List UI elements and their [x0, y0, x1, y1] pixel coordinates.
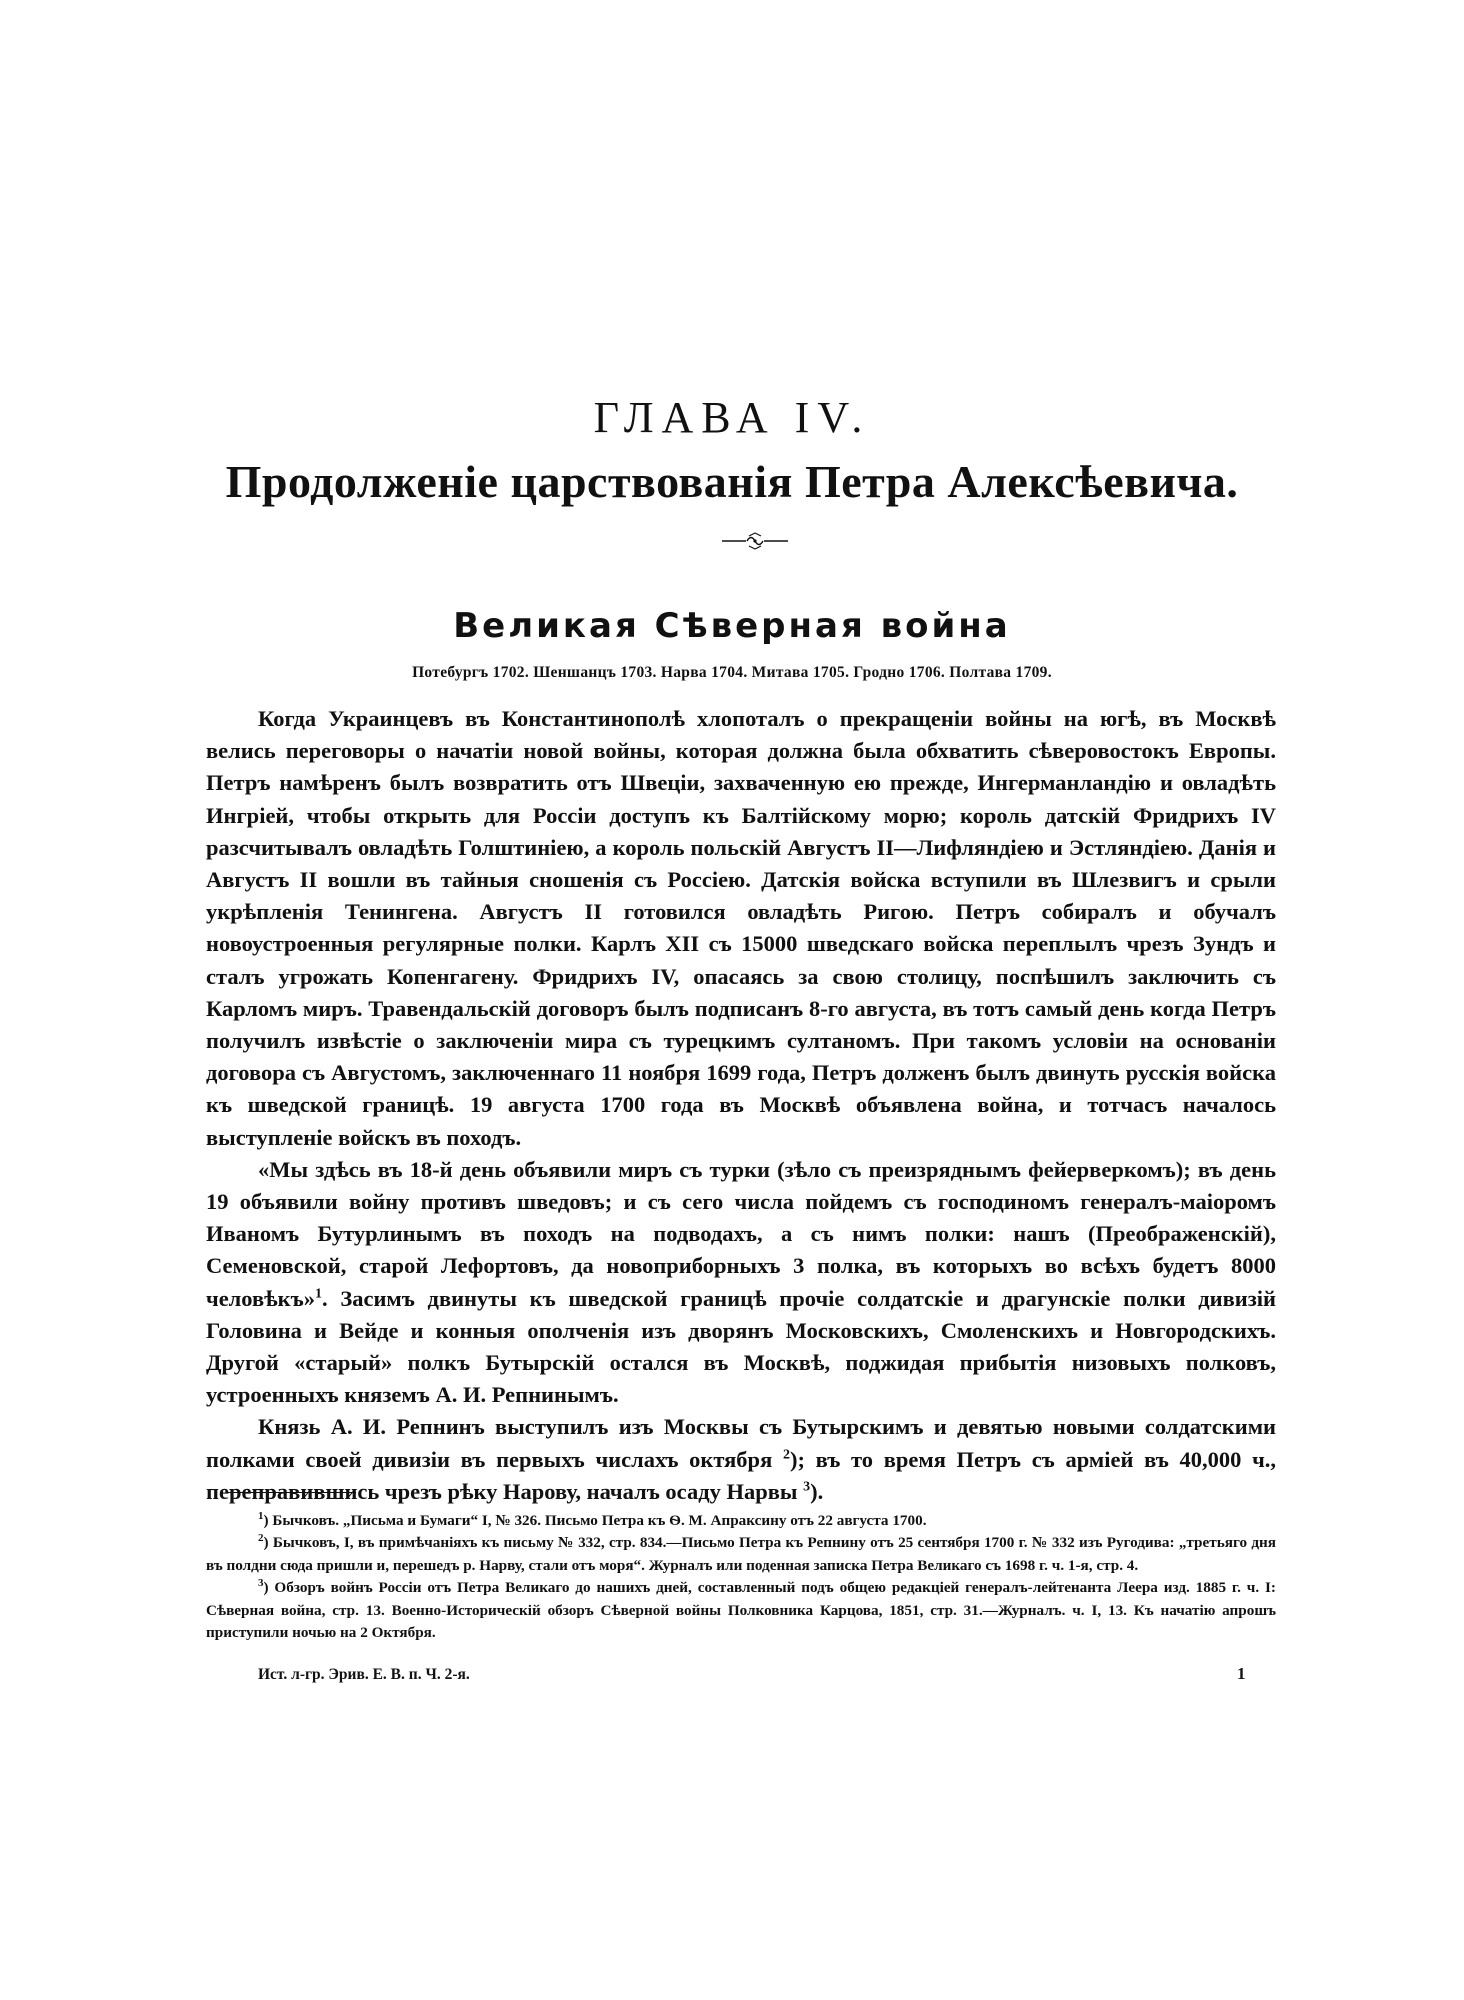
footnote-mark: 1: [258, 1509, 264, 1522]
page-number: 1: [1237, 1664, 1246, 1683]
paragraph-text: Князь А. И. Репнинъ выступилъ изъ Москвы съ Бутырскимъ и девятью новыми солдатскими полками своей дивизіи въ первыхъ числахъ октября: [206, 1414, 1276, 1472]
footnote-ref[interactable]: 2: [782, 1447, 790, 1463]
paragraph: [206, 1411, 1276, 1508]
main-text: [206, 703, 1276, 1508]
footnote: [206, 1532, 1276, 1577]
chapter-title: ГЛАВА IV.: [593, 393, 871, 442]
section-title: Великая Сѣверная война: [453, 606, 1011, 646]
paragraph-text: «Мы здѣсь въ 18-й день объявили миръ съ турки (зѣло съ преизряднымъ фейерверкомъ); въ день 19 объявили войну противъ шведовъ; и съ сего числа пойдемъ съ господиномъ генералъ-маіоромъ Иваномъ Бутурлинымъ въ походъ на подводахъ, а съ нимъ полки: нашъ (Преображенскій), Семеновской, старой Лефортовъ, да новоприборныхъ 3 полка, въ которыхъ во всѣхъ будетъ 8000 человѣкъ»: [206, 1156, 1276, 1311]
section-subheading: Потебургъ 1702. Шеншанцъ 1703. Нарва 1704. Митава 1705. Гродно 1706. Полтава 1709.: [412, 664, 1052, 681]
footnote-ref[interactable]: 3: [803, 1479, 811, 1495]
footnote-ref[interactable]: 1: [314, 1286, 322, 1302]
footnote-text: ) Обзоръ войнъ Россіи отъ Петра Великаго до нашихъ дней, составленный подъ общею редакціей генералъ-лейтенанта Леера изд. 1885 г. ч. I: Сѣверная война, стр. 13. Военно-Историческій обзоръ Сѣверной войны Полковника Карцова, 1851, стр. 31.—Журналъ. ч. I, 13. Къ начатію апрошъ приступили ночью на 2 Октября.: [206, 1579, 1276, 1642]
footnote: [206, 1510, 1276, 1532]
chapter-subtitle: Продолженіе царствованія Петра Алексѣевича.: [225, 456, 1239, 507]
footnote-mark: 3: [258, 1577, 264, 1590]
ornament-divider: [720, 530, 790, 552]
paragraph: [206, 1154, 1276, 1412]
paragraph-text: . Засимъ двинуты къ шведской границѣ прочіе солдатскіе и драгунскіе полки дивизій Головина и Вейде и конныя ополченія изъ дворянъ Московскихъ, Смоленскихъ и Новгородскихъ. Другой «старый» полкъ Бутырскій остался въ Москвѣ, поджидая прибытія низовыхъ полковъ, устроенныхъ княземъ А. И. Репнинымъ.: [206, 1285, 1276, 1408]
paragraph-text: ); въ то время Петръ съ арміей въ 40,000 ч., переправившись чрезъ рѣку Нарову, началъ осаду Нарвы: [206, 1446, 1277, 1504]
footnote-divider: [226, 1492, 356, 1493]
page-footer-source: Ист. л-гр. Эрив. Е. В. п. Ч. 2-я.: [258, 1666, 470, 1683]
footnotes: [206, 1510, 1276, 1644]
footnote-text: ) Бычковъ. „Письма и Бумаги“ I, № 326. Письмо Петра къ Ѳ. М. Апраксину отъ 22 августа 1700.: [263, 1512, 927, 1529]
footnote-text: ) Бычковъ, I, въ примѣчаніяхъ къ письму № 332, стр. 834.—Письмо Петра къ Репнину отъ 25 сентября 1700 г. № 332 изъ Ругодива: „третьяго дня въ полдни сюда пришли и, перешедъ р. Нарву, стали отъ моря“. Журналъ или поденная записка Петра Великаго съ 1698 г. ч. 1-я, стр. 4.: [206, 1534, 1276, 1574]
footnote: [206, 1577, 1276, 1644]
paragraph: Когда Украинцевъ въ Константинополѣ хлопоталъ о прекращеніи войны на югѣ, въ Москвѣ велись переговоры о начатіи новой войны, которая должна была обхватить сѣверовостокъ Европы. Петръ намѣренъ былъ возвратить отъ Швеціи, захваченную ею прежде, Ингерманландію и овладѣть Ингріей, чтобы открыть для Россіи доступъ къ Балтійскому морю; король датскій Фридрихъ IV разсчитывалъ овладѣть Голштиніею, а король польскій Августъ II—Лифляндіею и Эстляндіею. Данія и Августъ II вошли въ тайныя сношенія съ Россіею. Датскія войска вступили въ Шлезвигъ и срыли укрѣпленія Тенингена. Августъ II готовился овладѣть Ригою. Петръ собиралъ и обучалъ новоустроенныя регулярные полки. Карлъ XII съ 15000 шведскаго войска переплылъ чрезъ Зундъ и сталъ угрожать Копенгагену. Фридрихъ IV, опасаясь за свою столицу, поспѣшилъ заключить съ Карломъ миръ. Травендальскій договоръ былъ подписанъ 8-го августа, въ тотъ самый день когда Петръ получилъ извѣстіе о заключеніи мира съ турецкимъ султаномъ. При такомъ условіи на основаніи договора съ Августомъ, заключеннаго 11 ноября 1699 года, Петръ долженъ былъ двинуть русскія войска къ шведской границѣ. 19 августа 1700 года въ Москвѣ объявлена война, и тотчасъ началось выступленіе войскъ въ походъ.: [206, 706, 1276, 1150]
footnote-mark: 2: [258, 1532, 264, 1545]
paragraph-text: ).: [810, 1478, 824, 1504]
